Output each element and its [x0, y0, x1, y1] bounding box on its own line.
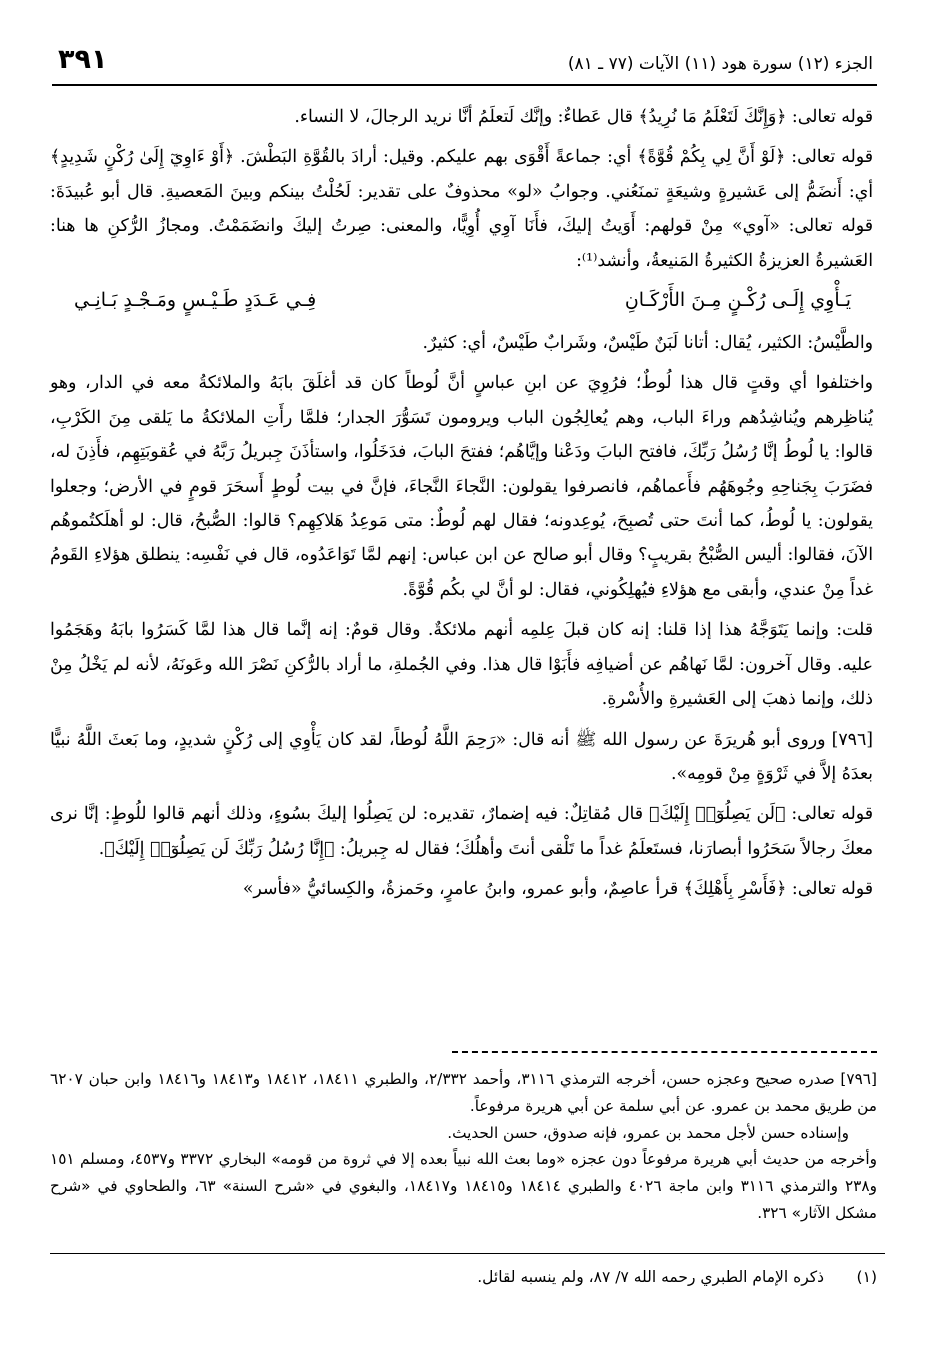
page-number: ٣٩١ — [58, 44, 108, 75]
hadith-notes — [50, 1066, 877, 1227]
notes-separator — [452, 1051, 877, 1053]
paragraph-ata: قوله تعالى: ﴿وَإِنَّكَ لَتَعْلَمُ مَا نُرِيدُ﴾ قال عَطاءٌ: وإنَّك لَتعلَمُ أنَّا نريد الرجالَ، لا النساء. — [294, 107, 873, 127]
paragraph-ikhtalafu: واختلفوا أي وقتٍ قال هذا لُوطٌ؛ فرُوِيَ عن ابنِ عباسٍ أنَّ لُوطاً كان قد أغلَقَ بابَهُ والملائكةُ معه في الدار، وهو يُناظِرهم ويُناشِدُهم وراءَ الباب، وهم يُعالِجُون الباب ويرومون تَسَوُّرَ الجدار؛ فلمَّا رأَتِ الملائكةُ ما يَلقى مِنَ الكَرْبِ، قالوا: يا لُوطُ إنَّا رُسُلُ رَبِّكَ، فافتح البابَ ودَعْنا وإيَّاهُم؛ ففتحَ البابَ، فدَخَلُوا، واستأذَنَ جِبريلُ رَبَّهُ في عُقوبَتِهِم، فأَذِنَ له، فضَرَبَ بِجَناحِهِ وجُوهَهُم فأَعماهُم، فانصرفوا يقولون: النَّجاءَ النَّجاءَ، فإنَّ في بيت لُوطٍ أَسحَرَ قومٍ في الأرض؛ وجعلوا يقولون: يا لُوطُ، كما أنتَ حتى تُصبِحَ، يُوعِدونه؛ فقال لهم لُوطٌ: متى مَوعِدُ هَلاكِهِم؟ قالوا: الصُّبحُ، قال: لو أهلَكتُموهُم الآنَ، فقالوا: أليس الصُّبْحُ بقريبٍ؟ وقال أبو صالح عن ابن عباس: إنهم لمَّا تَوَاعَدُوه، قال في نَفْسِه: ينطلق هؤلاءِ القَومُ غداً مِنْ عندي، وأبقى مع هؤلاءِ فيُهلِكُوني، فقال: لو أنَّ لي بكُم قُوَّةً. — [50, 373, 873, 600]
footnote — [50, 1262, 877, 1292]
paragraph-tays: والطَّيْسُ: الكثير، يُقال: أتانا لَبَنٌ طَيْسٌ، وشَرابٌ طَيْسٌ، أي: كثيرٌ. — [422, 333, 873, 354]
main-text — [50, 100, 873, 907]
footnote-text: ذكره الإمام الطبري رحمه الله ٧/ ٨٧، ولم ينسبه لقائل. — [477, 1268, 825, 1286]
poetry-verse — [50, 280, 873, 320]
footnote-number: (١) — [856, 1268, 877, 1286]
paragraph-fa-asri: قوله تعالى: ﴿فَأَسْرِ بِأَهْلِكَ﴾ قرأ عاصِمٌ، وأبو عمرو، وابنُ عامرٍ، وحَمزةُ، والكِسائيُّ «فأسر» — [242, 879, 873, 900]
paragraph-lan-yasilu: قوله تعالى: ﴿لَن يَصِلُوٓا۟ إِلَيْكَ﴾ قال مُقاتِلٌ: فيه إضمارٌ، تقديره: لن يَصِلُوا إليكَ بسُوءٍ، وذلك أنهم قالوا للُوطٍ: إنَّا نرى معكَ رجالاً سَحَرُوا أبصارَنا، فستَعلَمُ غداً ما تَلْقى أنتَ وأهلُكَ؛ فقال له جِبريلُ: ﴿إِنَّا رُسُلُ رَبِّكَ لَن يَصِلُوٓا۟ إِلَيْكَ﴾. — [50, 804, 873, 859]
header-rule — [52, 84, 877, 86]
running-title: الجزء (١٢) سورة هود (١١) الآيات (٧٧ ـ ٨١) — [567, 54, 873, 74]
hadith-note-takhrij: [٧٩٦] صدره صحيح وعجزه حسن، أخرجه الترمذي ٣١١٦، وأحمد ٢/٣٣٢، والطبري ١٨٤١١، ١٨٤١٢ و١٨٤١٣ و١٨٤١٦ وابن حبان ٦٢٠٧ من طريق محمد بن عمرو. عن أبي سلمة عن أبي هريرة مرفوعاً. — [50, 1070, 877, 1115]
paragraph-quwwa: قوله تعالى: ﴿لَوْ أَنَّ لِي بِكُمْ قُوَّةً﴾ أي: جماعةً أَقْوَى بهم عليكم. وقيل: أرادَ بالقُوَّةِ البَطْشَ. ﴿أَوْ ءَاوِيٓ إِلَىٰ رُكْنٍ شَدِيدٍ﴾ أي: أَنضَمُّ إلى عَشيرةٍ وشيعَةٍ تمنَعُني. وجوابُ «لو» محذوفٌ على تقدير: لَحُلْتُ بينكم وبينَ المَعصيةِ. قال أبو عُبيدَةَ: قوله تعالى: «آوي» مِنْ قولهم: أَوَيتُ إليكَ، فأَنَا آوِي أُوِيًّا، والمعنى: صِرتُ إليكَ وانضَمَمْتُ. ومجازُ الرُّكنِ ها هنا: العَشيرةُ العزيزةُ الكثيرةُ المَنيعةُ، وأنشد⁽¹⁾: — [50, 147, 873, 271]
paragraph-hadith-796: [٧٩٦] وروى أبو هُريرَةَ عن رسول الله ﷺ أنه قال: «رَحِمَ اللَّهُ لُوطاً، لقد كان يَأْوِي إلى رُكْنٍ شديدٍ، وما بَعثَ اللَّهُ نبيًّا بعدَهُ إلاَّ في ثَرْوَةٍ مِنْ قومِه». — [50, 729, 873, 784]
verse-second-hemistich: فِـي عَـدَدٍ طَـيْـسٍ ومَـجْـدٍ بَـانِـي — [74, 289, 317, 312]
page-header — [52, 40, 877, 88]
hadith-note-additional: وأخرجه من حديث أبي هريرة مرفوعاً دون عجزه «وما بعث الله نبياً بعده إلا في ثروة من قومه» البخاري ٣٣٧٢ و٤٥٣٧، ومسلم ١٥١ و٢٣٨ والترمذي ٣١١٦ وابن ماجة ٤٠٢٦ والطبري ١٨٤١٤ و١٨٤١٥ و١٨٤١٧، والبغوي في «شرح السنة» ٦٣، والطحاوي في «شرح مشكل الآثار» ٣٢٦. — [50, 1150, 878, 1222]
footnote-separator — [50, 1253, 885, 1254]
verse-first-hemistich: يَـأْوِي إِلَـى رُكْـنٍ مِـنَ الأَرْكَـانِ — [624, 289, 851, 312]
hadith-note-isnad: وإسناده حسن لأجل محمد بن عمرو، فإنه صدوق، حسن الحديث. — [447, 1123, 849, 1142]
paragraph-qultu: قلت: وإنما يَتَوَجَّهُ هذا إذا قلنا: إنه كان قبلَ عِلمِه أنهم ملائكةٌ. وقال قومٌ: إنه إنَّما قال هذا لمَّا كَسَرُوا بابَهُ وهَجَمُوا عليه. وقال آخرون: لمَّا نَهاهُم عن أضيافِه فأَبَوْا قال هذا. وفي الجُملةِ، ما أراد بالرُّكنِ نَصْرَ الله وعَونَهُ، لأنه لم يَخْلُ مِنْ ذلك، وإنما ذهبَ إلى العَشيرةِ والأُسْرةِ. — [50, 620, 873, 710]
